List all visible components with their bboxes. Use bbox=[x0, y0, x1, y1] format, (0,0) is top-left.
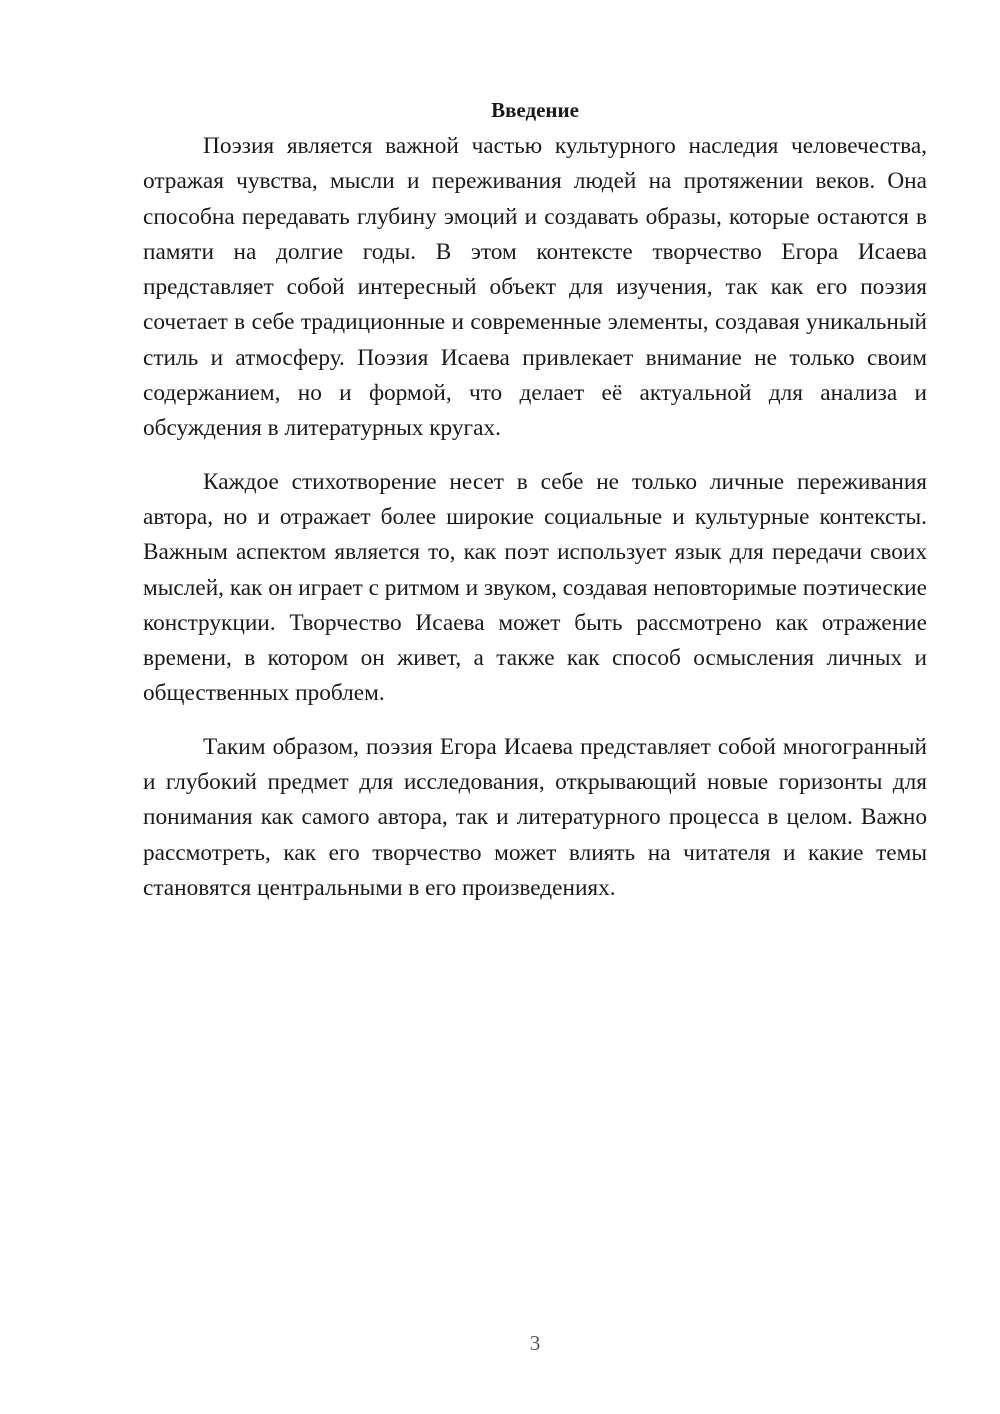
section-title: Введение bbox=[491, 98, 579, 122]
paragraph-3: Таким образом, поэзия Егора Исаева представляет собой многогранный и глубокий предмет для исследования, открывающий новые горизонты для понимания как самого автора, так и литературного процесса в целом. Важно рассмотреть, как его творчество может влиять на читателя и какие темы становятся центральными в его произведениях. bbox=[143, 733, 927, 901]
paragraph-1: Поэзия является важной частью культурного наследия человечества, отражая чувства, мысли и переживания людей на протяжении веков. Она способна передавать глубину эмоций и создавать образы, которые остаются в памяти на долгие годы. В этом контексте творчество Егора Исаева представляет собой интересный объект для изучения, так как его поэзия сочетает в себе традиционные и современные элементы, создавая уникальный стиль и атмосферу. Поэзия Исаева привлекает внимание не только своим содержанием, но и формой, что делает её актуальной для анализа и обсуждения в литературных кругах. bbox=[143, 133, 927, 442]
paragraph-2: Каждое стихотворение несет в себе не только личные переживания автора, но и отражает более широкие социальные и культурные контексты. Важным аспектом является то, как поэт использует язык для передачи своих мыслей, как он играет с ритмом и звуком, создавая неповторимые поэтические конструкции. Творчество Исаева может быть рассмотрено как отражение времени, в котором он живет, а также как способ осмысления личных и общественных проблем. bbox=[143, 468, 927, 707]
document-body bbox=[143, 93, 927, 906]
page-number: 3 bbox=[529, 1331, 541, 1355]
